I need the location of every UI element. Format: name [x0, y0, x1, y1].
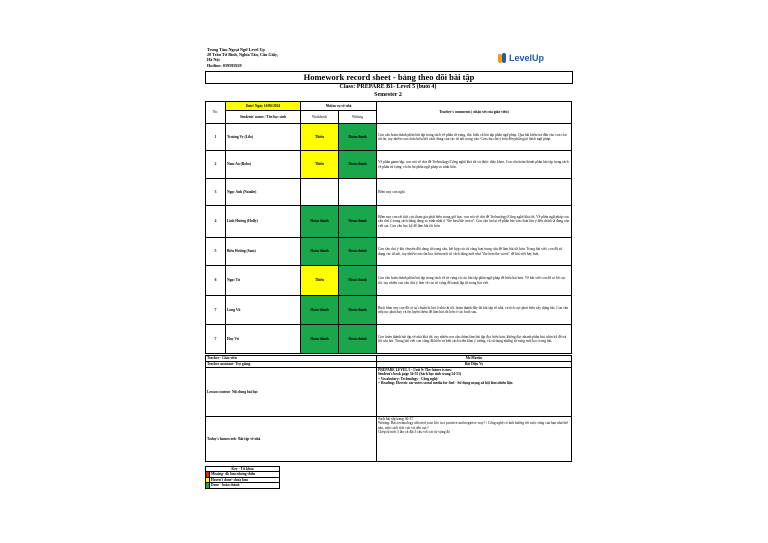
key-item-label: Haven't done- chưa làm — [210, 477, 280, 482]
row-no: 1 — [206, 124, 226, 151]
task-header: Nhiệm vụ về nhà — [301, 102, 377, 111]
workbook-header: Workbook — [301, 111, 339, 124]
class-name: Class: PREPARE B1- Level 5 (buổi 4) — [339, 84, 437, 90]
organization-info — [207, 47, 278, 68]
row-workbook-status — [301, 179, 339, 206]
table-row — [206, 179, 572, 206]
key-item-label: Done - hoàn thành — [210, 483, 280, 488]
lesson-label: Lesson content- Nội dung bài học — [206, 368, 377, 417]
writing-header: Writing — [339, 111, 377, 124]
lesson-line: + Reading: Electric car users social media for fuel - Sử dụng mạng xã hội làm nhiên liệu — [378, 381, 513, 386]
row-no: 7 — [206, 325, 226, 354]
homework-label: Today's homework- Bài tập về nhà — [206, 417, 377, 462]
lesson-line: + Vocabulary: Technology - Công nghệ — [378, 376, 438, 381]
levelup-logo — [498, 50, 570, 66]
row-name: Huy Vũ — [226, 325, 301, 354]
lesson-title: PREPARE LEVEL 5 - Unit 9: The future is now — [378, 368, 452, 372]
row-comment: Về phần game/tập, con nói về chủ đề Technology/Công nghệ khá tốt và được thầy khen. Con cần hoàn thành phần bài tập trong sách về phần từ vựng, và ôn lại phần ngữ pháp so sánh hơn. — [377, 151, 572, 179]
assistant-value: Bùi Diệu Vy — [377, 362, 572, 368]
student-header: Students' name / Tên học sinh — [226, 111, 301, 124]
row-no: 6 — [206, 266, 226, 296]
row-name: Linh Hương (Holly) — [226, 206, 301, 238]
row-workbook-status: Hoàn thành — [301, 206, 339, 238]
key-legend — [205, 466, 280, 489]
table-row — [206, 266, 572, 296]
semester: Semester 2 — [374, 92, 402, 98]
row-name: Long Vũ — [226, 296, 301, 325]
row-workbook-status: Hoàn thành — [301, 238, 339, 266]
key-title: Key - Từ khóa — [206, 467, 280, 472]
row-comment: Hôm nay con rất tích cực tham gia phát biểu trong giờ học, con nói về chủ đề Technology/Công nghệ khá tốt. Về phần ngữ pháp con cần chú ý trong cách dùng dạng so sánh nhất ở "the best/the worst". Con cần ôn lại về phần bài văn chưa lưu ý đến chính tả đang còn viết sai. Con cần học kỹ để làm bài tốt hơn. — [377, 206, 572, 238]
row-no: 2 — [206, 151, 226, 179]
lesson-line: Student's book page 54-55 (Sách học sinh trang 54-55) — [378, 372, 462, 377]
comment-header: Teacher's comments ( nhận xét của giáo viên) — [377, 102, 572, 124]
homework-line: Chép từ mới 3 lần và đặt 3 câu với các từ vựng đó — [378, 430, 451, 435]
row-writing-status: Hoàn thành — [339, 151, 377, 179]
row-no: 4 — [206, 206, 226, 238]
org-name: Trung Tâm Ngoại Ngữ Level Up — [207, 47, 265, 52]
date-header: Date/ Ngày 16/06/2024 — [226, 102, 301, 111]
row-writing-status: Hoàn thành — [339, 296, 377, 325]
row-workbook-status: Thiếu — [301, 124, 339, 151]
row-name: Ngọc Tú — [226, 266, 301, 296]
teacher-value: Mr.Martin — [377, 356, 572, 362]
row-writing-status: Hoàn thành — [339, 325, 377, 354]
row-name: Nam An (Bobo) — [226, 151, 301, 179]
levelup-logo-text: LevelUp — [509, 53, 545, 63]
table-row — [206, 206, 572, 238]
table-row — [206, 238, 572, 266]
row-name: Biên Hướng (Sam) — [226, 238, 301, 266]
table-row — [206, 151, 572, 179]
homework-line: Sách bài tập trang 36-37 — [378, 417, 414, 421]
key-item-label: Missing- dk làm nhưng thiếu — [210, 472, 280, 477]
org-hotline: Hotline: 039595929 — [207, 62, 242, 68]
assistant-label: Teacher assistant- Trợ giảng — [206, 362, 377, 368]
sheet-title: Homework record sheet - bảng theo dõi bài tập — [205, 71, 573, 84]
table-row — [206, 124, 572, 151]
row-comment: Con hoàn thành bài tập về nhà khá tốt, tuy nhiên con cần chăm làm bài tập đọc hiểu hơn, không đọc nhanh phần bài, nhìn kỹ để trả lời câu hỏi. Trong bài viết con cũng đã hiểu và biết cách triển khai ý tưởng, và sử dụng những từ vựng mới học trong bài. — [377, 325, 572, 354]
teacher-label: Teacher - Giáo viên — [206, 356, 377, 362]
row-writing-status: Hoàn thành — [339, 266, 377, 296]
row-no: 7 — [206, 296, 226, 325]
row-comment: Con cần chú ý khi chuyển đổi dạng từ trong câu, kết hợp các từ cùng loại trong câu để làm bài tốt hơn. Trong bài viết, con đã sử dụng các từ nối, tuy nhiên con cần học thêm một số cách dùng mới như "the best/the worst" để bài viết hay hơn. — [377, 238, 572, 266]
lesson-content — [377, 368, 572, 417]
row-workbook-status: Thiếu — [301, 266, 339, 296]
org-address-line2: Hà Nội — [207, 57, 220, 63]
row-comment: Buổi hôm nay con đã có sự chuẩn bị bài ở nhà rất tốt, hoàn thành đầy đủ bài tập về nhà, và tích cực phát biểu xây dựng bài. Con cần tiếp tục phát huy và ôn luyện thêm để làm bài tốt hơn ở các buổi sau. — [377, 296, 572, 325]
table-row — [206, 325, 572, 354]
row-workbook-status: Hoàn thành — [301, 325, 339, 354]
key-item — [206, 483, 280, 488]
row-writing-status — [339, 179, 377, 206]
row-no: 3 — [206, 179, 226, 206]
row-comment: Con cần hoàn thành phần bài tập trong sách về phần từ vựng, đọc hiểu và bài tập phần ngữ pháp. Qua bài kiểm tra đầu vào con còn rất ổn, tuy nhiên con chưa hiểu hết cách dùng của các từ nối trong câu. Con cần chú ý hơn đến phần giải thích ngữ pháp. — [377, 124, 572, 151]
table-row — [206, 296, 572, 325]
row-name: Ngọc Anh (Natalie) — [226, 179, 301, 206]
org-address-line1: 20 Trần Tử Bình, Nghĩa Tân, Cầu Giấy, — [207, 52, 278, 58]
row-comment: Con cần hoàn thành phần bài tập trong sách về từ vựng và các bài tập phần ngữ pháp để hiểu bài hơn. Về bài viết con đã có bố cục tốt, tuy nhiên con cần chú ý hơn về các từ vựng để tránh lặp từ trong bài viết. — [377, 266, 572, 296]
homework-content — [377, 417, 572, 462]
lesson-info-table — [205, 355, 572, 462]
homework-line: Writing: Has technology affected your life in a positive and negative way? / Công nghệ có ảnh hưởng tới cuộc sống của bạn như thế nào, một cách tích cực và tiêu cực? — [378, 421, 568, 430]
row-workbook-status: Hoàn thành — [301, 296, 339, 325]
row-workbook-status: Thiếu — [301, 151, 339, 179]
row-comment: Hôm nay con nghỉ — [377, 179, 572, 206]
no-header: No. — [206, 102, 226, 124]
row-name: Trương Vy (Lilo) — [226, 124, 301, 151]
levelup-logo-icon — [498, 53, 507, 64]
row-writing-status: Hoàn thành — [339, 238, 377, 266]
row-no: 5 — [206, 238, 226, 266]
row-writing-status: Hoàn thành — [339, 206, 377, 238]
row-writing-status: Hoàn thành — [339, 124, 377, 151]
homework-table — [205, 101, 572, 354]
